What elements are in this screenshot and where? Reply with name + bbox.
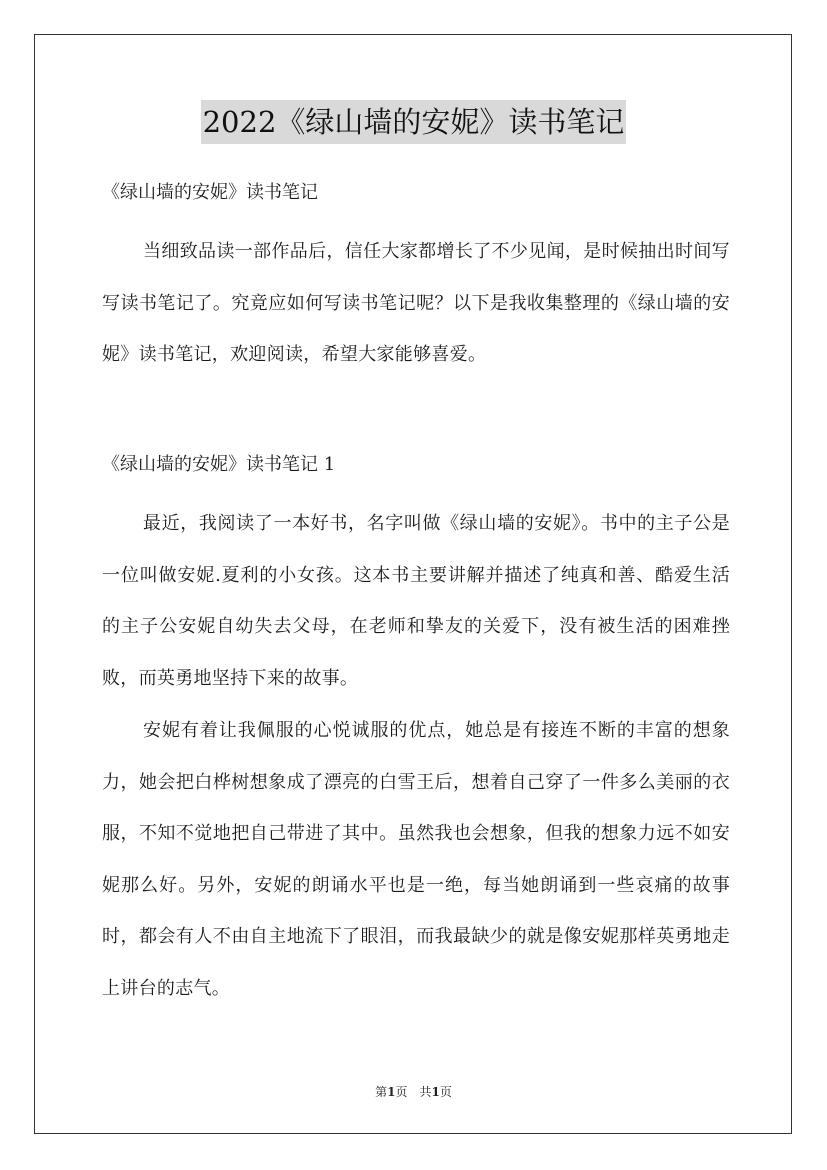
footer-middle: 页 共 xyxy=(395,1085,432,1099)
footer-page-total: 1 xyxy=(431,1085,440,1099)
title-container xyxy=(0,100,827,144)
section-heading: 《绿山墙的安妮》读书笔记 1 xyxy=(102,454,336,475)
body-paragraph-2: 安妮有着让我佩服的心悦诚服的优点，她总是有接连不断的丰富的想象力，她会把白桦树想象成了漂亮的白雪王后，想着自己穿了一件多么美丽的衣服，不知不觉地把自己带进了其中。虽然我也会想象，但我的想象力远不如安妮那么好。另外，安妮的朗诵水平也是一绝，每当她朗诵到一些哀痛的故事时，都会有人不由自主地流下了眼泪，而我最缺少的就是像安妮那样英勇地走上讲台的志气。 xyxy=(102,720,730,999)
document-title: 2022《绿山墙的安妮》读书笔记 xyxy=(201,100,627,144)
footer-page-current: 1 xyxy=(387,1085,396,1099)
body-paragraph-1: 最近，我阅读了一本好书，名字叫做《绿山墙的安妮》。书中的主子公是一位叫做安妮.夏利的小女孩。这本书主要讲解并描述了纯真和善、酷爱生活的主子公安妮自幼失去父母，在老师和挚友的关爱下，没有被生活的困难挫败，而英勇地坚持下来的故事。 xyxy=(102,513,730,689)
document-subtitle: 《绿山墙的安妮》读书笔记 xyxy=(102,182,318,203)
footer-suffix: 页 xyxy=(439,1085,452,1099)
intro-paragraph: 当细致品读一部作品后，信任大家都增长了不少见闻，是时候抽出时间写写读书笔记了。究竟应如何写读书笔记呢？以下是我收集整理的《绿山墙的安妮》读书笔记，欢迎阅读，希望大家能够喜爱。 xyxy=(102,241,730,365)
footer-prefix: 第 xyxy=(375,1085,388,1099)
page-footer xyxy=(0,1084,827,1100)
